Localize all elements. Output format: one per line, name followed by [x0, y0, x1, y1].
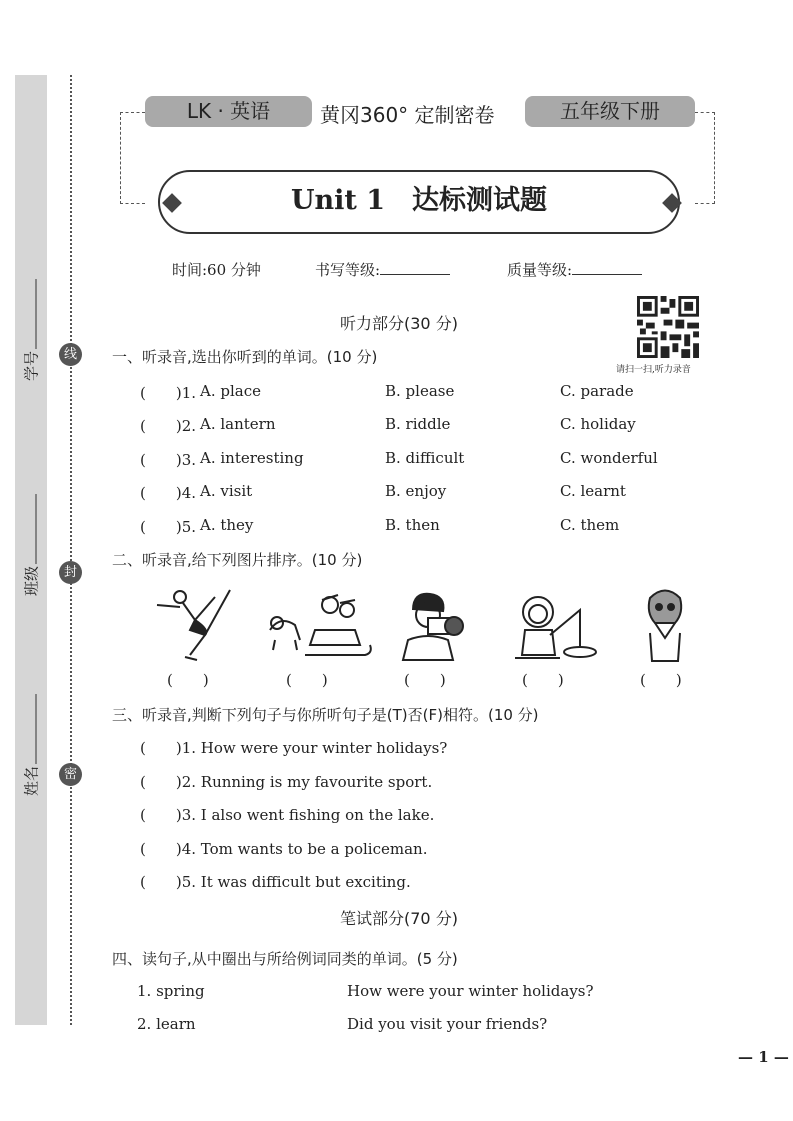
option-c: C. parade: [560, 382, 634, 400]
qr-caption: 请扫一扫,听力录音: [616, 365, 691, 375]
option-c: C. learnt: [560, 482, 626, 500]
option-a: A. visit: [200, 482, 253, 500]
opera-mask-picture: [640, 583, 690, 665]
option-a: A. they: [200, 516, 254, 534]
name-label: 姓名: [22, 765, 41, 797]
picture-blank[interactable]: ( ): [167, 671, 209, 689]
sentence[interactable]: How were your winter holidays?: [347, 982, 594, 1000]
list-item[interactable]: ( )4. Tom wants to be a policeman.: [140, 840, 428, 858]
list-item[interactable]: ( )2. Running is my favourite sport.: [140, 773, 433, 791]
answer-blank[interactable]: ( )1.: [140, 384, 197, 402]
class-label: 班级: [22, 565, 41, 597]
seal-secret: 密: [59, 763, 82, 786]
written-heading: 笔试部分(70 分): [340, 909, 458, 928]
list-item[interactable]: ( )5. It was difficult but exciting.: [140, 873, 411, 891]
picture-blank[interactable]: ( ): [404, 671, 446, 689]
answer-blank[interactable]: ( )4.: [140, 484, 197, 502]
option-b: B. enjoy: [385, 482, 447, 500]
option-b: B. riddle: [385, 415, 451, 433]
series-label: 黄冈360° 定制密卷: [320, 103, 495, 127]
example-word: 2. learn: [137, 1015, 196, 1033]
option-a: A. interesting: [200, 449, 304, 467]
skating-girl-picture: [155, 585, 240, 665]
listening-heading: 听力部分(30 分): [340, 314, 458, 333]
answer-blank[interactable]: ( )5.: [140, 518, 197, 536]
seal-line: 线: [59, 343, 82, 366]
writing-grade-label: 书写等级:: [315, 261, 381, 279]
sentence[interactable]: Did you visit your friends?: [347, 1015, 548, 1033]
subject-pill: LK · 英语: [145, 96, 312, 127]
answer-blank[interactable]: ( )3.: [140, 451, 197, 469]
page-title: Unit 1 达标测试题: [290, 185, 548, 216]
option-b: B. then: [385, 516, 440, 534]
ice-fishing-child-picture: [510, 590, 600, 665]
quality-grade-label: 质量等级:: [507, 261, 573, 279]
option-c: C. holiday: [560, 415, 636, 433]
dog-sled-picture: [265, 585, 375, 665]
name-field[interactable]: [21, 694, 42, 796]
class-field[interactable]: [21, 494, 42, 596]
list-item[interactable]: ( )3. I also went fishing on the lake.: [140, 806, 435, 824]
part1-heading: 一、听录音,选出你听到的单词。(10 分): [112, 348, 378, 366]
time-info: 时间:60 分钟: [172, 261, 261, 279]
list-item[interactable]: ( )1. How were your winter holidays?: [140, 739, 448, 757]
bracket-right: [695, 112, 715, 204]
option-a: A. lantern: [200, 415, 276, 433]
seal-seal: 封: [59, 561, 82, 584]
option-c: C. wonderful: [560, 449, 658, 467]
part4-heading: 四、读句子,从中圈出与所给例词同类的单词。(5 分): [112, 950, 458, 968]
qr-code-icon[interactable]: [636, 296, 700, 358]
answer-blank[interactable]: ( )2.: [140, 417, 197, 435]
student-id-field[interactable]: [21, 279, 42, 381]
picture-blank[interactable]: ( ): [640, 671, 682, 689]
writing-grade-field[interactable]: [315, 259, 450, 280]
quality-grade-field[interactable]: [507, 259, 642, 280]
example-word: 1. spring: [137, 982, 205, 1000]
student-id-label: 学号: [22, 350, 41, 382]
page-number: — 1 —: [738, 1048, 789, 1066]
part3-heading: 三、听录音,判断下列句子与你所听句子是(T)否(F)相符。(10 分): [112, 706, 539, 724]
part2-heading: 二、听录音,给下列图片排序。(10 分): [112, 551, 363, 569]
picture-blank[interactable]: ( ): [286, 671, 328, 689]
option-c: C. them: [560, 516, 620, 534]
option-b: B. difficult: [385, 449, 465, 467]
grade-pill: 五年级下册: [525, 96, 695, 127]
picture-blank[interactable]: ( ): [522, 671, 564, 689]
option-a: A. place: [200, 382, 261, 400]
cut-line: [70, 75, 72, 1025]
bracket-left: [120, 112, 145, 204]
photographer-picture: [398, 590, 468, 665]
option-b: B. please: [385, 382, 455, 400]
